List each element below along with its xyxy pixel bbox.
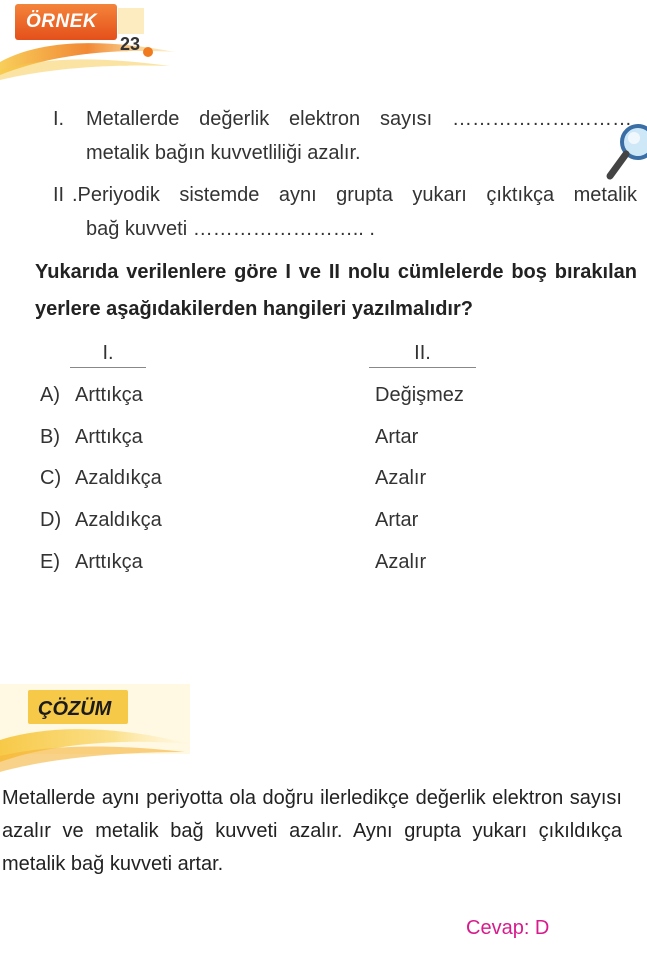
answer-text: Cevap: D [466,917,550,939]
option-letter: B) [40,426,60,448]
option-letter: E) [40,551,60,573]
solution-text: Metallerde aynı periyotta ola doğru ilerledikçe değerlik elektron sayısı azalır ve metalik bağ kuvveti azalır. Aynı grupta yukarı çıkıldıkça metalik bağ kuvveti artar. [2,787,622,875]
example-badge [0,0,190,80]
statement-2-line1: .Periyodik sistemde aynı grupta yukarı çıktıkça metalik [72,184,637,206]
example-number: 23 [120,34,141,54]
solution-badge [0,682,200,777]
option-letter: C) [40,467,62,489]
option-b[interactable] [40,424,600,465]
solution-badge-swoosh [0,682,200,777]
option-col2: Artar [375,426,419,448]
option-col1: Arttıkça [75,426,143,448]
statement-2-line2: bağ kuvveti …………………….. . [86,218,375,240]
column-header-2: II. [369,342,476,368]
option-col2: Artar [375,509,419,531]
option-col1: Arttıkça [75,551,143,573]
option-col2: Değişmez [375,384,464,406]
option-e[interactable] [40,549,600,591]
option-col2: Azalır [375,551,427,573]
option-letter: A) [40,384,60,406]
statement-1-line1: Metallerde değerlik elektron sayısı ……………………… [86,108,632,130]
option-col2: Azalır [375,467,427,489]
statement-1-numeral: I. [53,108,65,130]
statement-1-line2: metalik bağın kuvvetliliği azalır. [86,142,361,164]
option-a[interactable] [40,382,600,424]
options-list [40,382,600,591]
option-col1: Azaldıkça [75,509,162,531]
example-badge-label: ÖRNEK [26,11,98,32]
question-text: Yukarıda verilenlere göre I ve II nolu cümlelerde boş bırakılan yerlere aşağıdakilerden hangileri yazılmalıdır? [35,261,637,320]
option-col1: Azaldıkça [75,467,162,489]
statement-2-numeral: II [53,184,65,206]
option-letter: D) [40,509,62,531]
option-col1: Arttıkça [75,384,143,406]
option-d[interactable] [40,507,600,549]
solution-badge-label: ÇÖZÜM [38,698,112,720]
column-header-1: I. [70,342,146,368]
option-c[interactable] [40,465,600,507]
